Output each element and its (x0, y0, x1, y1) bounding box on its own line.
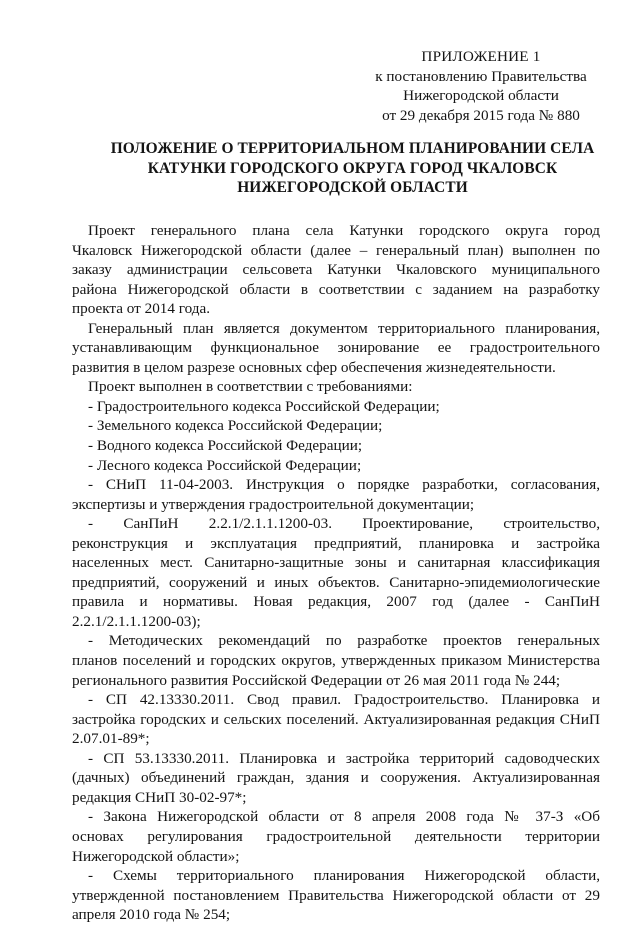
document-body (72, 221, 600, 925)
body-line: Чкаловск Нижегородской области (далее – генеральный план) выполнен по (72, 241, 600, 259)
body-line: заказу администрации сельсовета Катунки Чкаловского муниципального (72, 261, 600, 279)
body-line: - Водного кодекса Российской Федерации; (88, 437, 363, 455)
appendix-line-1: к постановлению Правительства (375, 67, 587, 85)
body-line: 2.2.1/2.1.1.1200-03); (72, 612, 201, 630)
body-line: - Методических рекомендаций по разработке проектов генеральных (88, 632, 600, 650)
body-line: 2.07.01-89*; (72, 730, 150, 748)
body-line: предприятий, сооружений и иных объектов. Санитарно-эпидемиологические (72, 573, 600, 591)
body-line: редакция СНиП 30-02-97*; (72, 788, 247, 806)
body-line: реконструкция и эксплуатация предприятий, планировка и застройка (72, 534, 600, 552)
appendix-line-2: Нижегородской области (403, 87, 559, 105)
body-line: - СНиП 11-04-2003. Инструкция о порядке разработки, согласования, (88, 476, 600, 494)
body-line: (дачных) объединений граждан, здания и сооружения. Актуализированная (72, 769, 600, 787)
body-line: населенных мест. Санитарно-защитные зоны и санитарная классификация (72, 554, 600, 572)
body-line: правила и нормативы. Новая редакция, 2007 год (далее - СанПиН (72, 593, 600, 611)
body-line: - Градостроительного кодекса Российской Федерации; (88, 397, 440, 415)
body-line: - СП 53.13330.2011. Планировка и застройка территорий садоводческих (88, 749, 600, 767)
body-line: развития в целом разрезе основных сфер обеспечения жизнедеятельности. (72, 358, 556, 376)
body-line: планов поселений и городских округов, утвержденных приказом Министерства (72, 652, 600, 670)
body-line: основах регулирования градостроительной деятельности территории (72, 827, 600, 845)
title-line-1: ПОЛОЖЕНИЕ О ТЕРРИТОРИАЛЬНОМ ПЛАНИРОВАНИИ СЕЛА (110, 140, 595, 157)
body-line: регионального развития Российской Федерации от 26 мая 2011 года № 244; (72, 671, 561, 689)
body-line: устанавливающим функциональное зонирование ее градостроительного (72, 339, 600, 357)
body-line: Нижегородской области»; (72, 847, 240, 865)
body-line: - Лесного кодекса Российской Федерации; (88, 456, 362, 474)
body-line: Проект выполнен в соответствии с требованиями: (88, 378, 413, 396)
title-line-3: НИЖЕГОРОДСКОЙ ОБЛАСТИ (237, 179, 468, 196)
body-line: Генеральный план является документом территориального планирования, (88, 319, 600, 337)
body-line: - СП 42.13330.2011. Свод правил. Градостроительство. Планировка и (88, 691, 600, 709)
appendix-block (350, 47, 612, 125)
body-line: - Земельного кодекса Российской Федерации; (88, 417, 383, 435)
appendix-line-3: от 29 декабря 2015 года № 880 (382, 106, 580, 124)
appendix-heading: ПРИЛОЖЕНИЕ 1 (421, 48, 541, 65)
body-line: утвержденной постановлением Правительства Нижегородской области от 29 (72, 886, 600, 904)
body-line: апреля 2010 года № 254; (72, 906, 231, 924)
body-line: застройка городских и сельских поселений. Актуализированная редакция СНиП (72, 710, 600, 728)
body-line: района Нижегородской области в соответствии с заданием на разработку (72, 280, 600, 298)
body-line: - Закона Нижегородской области от 8 апреля 2008 года № 37-З «Об (88, 808, 600, 826)
title-line-2: КАТУНКИ ГОРОДСКОГО ОКРУГА ГОРОД ЧКАЛОВСК (147, 159, 558, 177)
body-line: - Схемы территориального планирования Нижегородской области, (88, 867, 600, 885)
body-line: экспертизы и утверждения градостроительной документации; (72, 495, 475, 513)
body-line: проекта от 2014 года. (72, 300, 211, 318)
body-line: - СанПиН 2.2.1/2.1.1.1200-03. Проектирование, строительство, (88, 515, 600, 533)
document-title (100, 139, 605, 198)
body-line: Проект генерального плана села Катунки городского округа город (88, 222, 600, 239)
